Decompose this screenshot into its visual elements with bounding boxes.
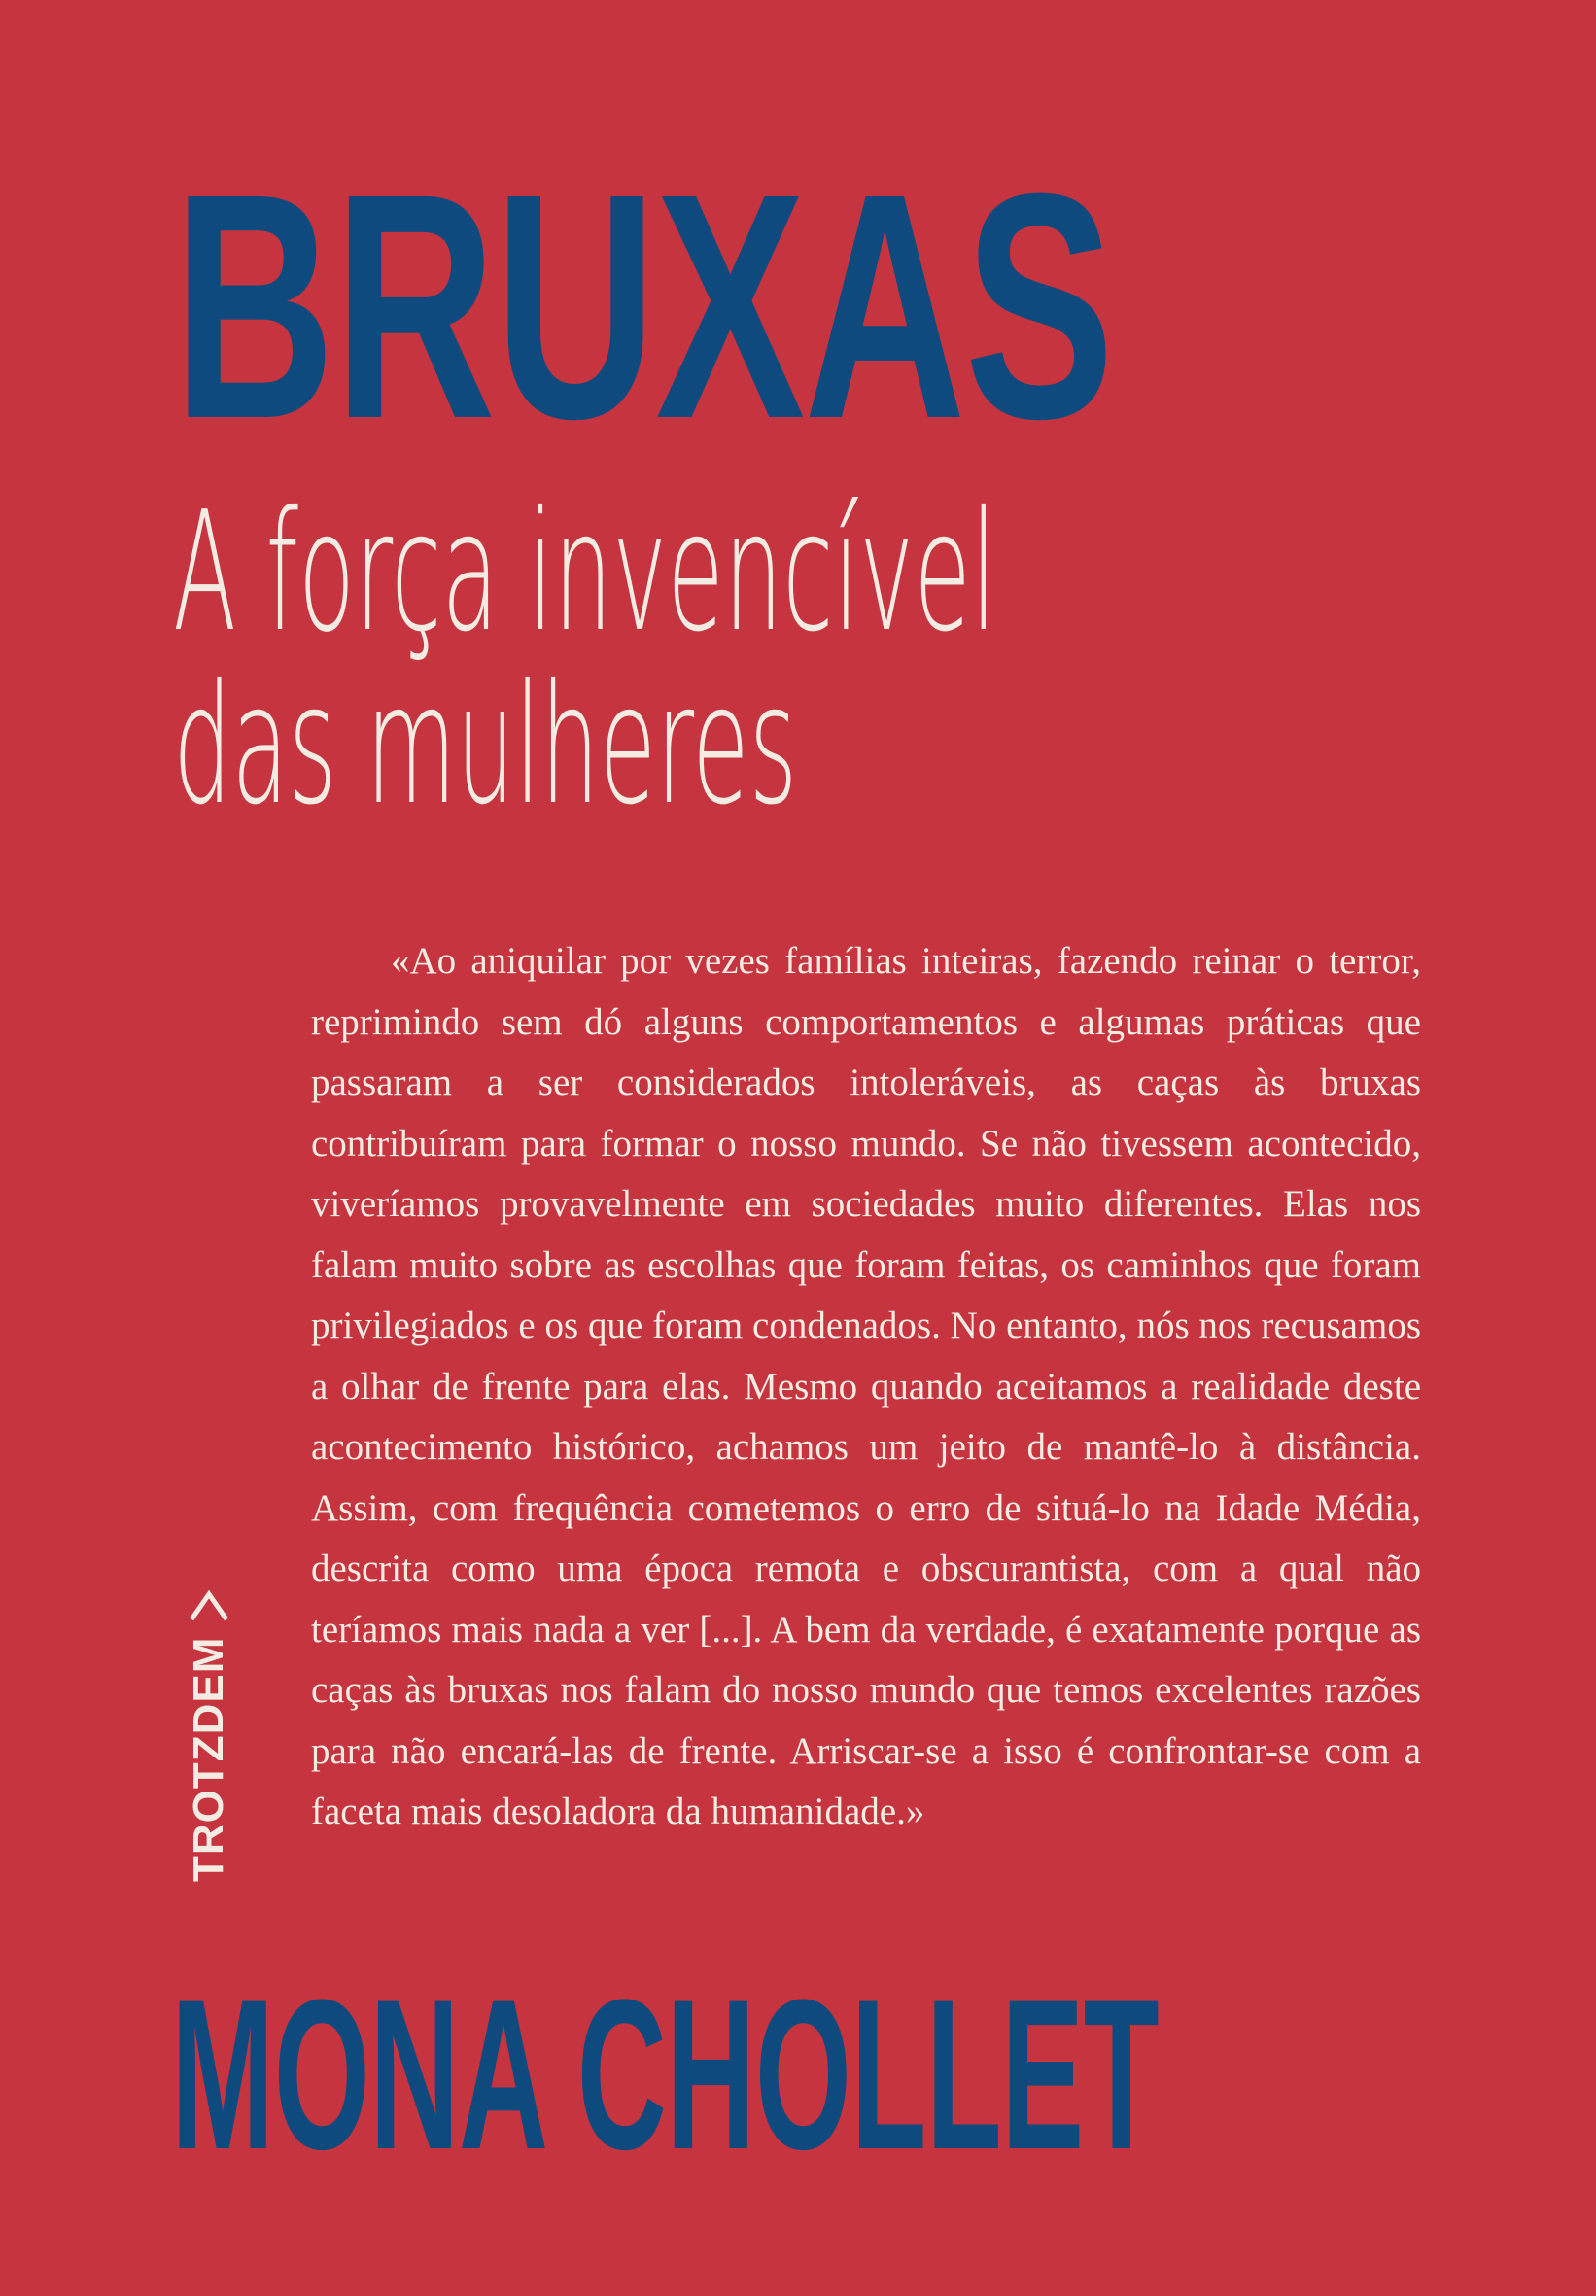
back-blurb-quote: «Ao aniquilar por vezes famílias inteiras, fazendo reinar o terror, reprimindo sem dó alguns comportamentos e algumas práticas que passaram a ser considerados intoleráveis, as caças às bruxas contribuíram para formar o nosso mundo. Se não tivessem acontecido, viveríamos provavelmente em sociedades muito diferentes. Elas nos falam muito sobre as escolhas que foram feitas, os caminhos que foram privilegiados e os que foram condenados. No entanto, nós nos recusamos a olhar de frente para elas. Mesmo quando aceitamos a realidade deste acontecimento histórico, achamos um jeito de mantê-lo à distância. Assim, com frequência cometemos o erro de situá-lo na Idade Média, descrita como uma época remota e obscurantista, com a qual não teríamos mais nada a ver [...]. A bem da verdade, é exatamente porque as caças às bruxas nos falam do nosso mundo que temos excelentes razões para não encará-las de frente. Arriscar-se a isso é confrontar-se com a faceta mais desoladora da humanidade.»	[311, 940, 1421, 1832]
author-name: MONA CHOLLET	[171, 1955, 1160, 2194]
subtitle-line-1: A força invencível	[173, 476, 997, 669]
book-title: BRUXAS	[173, 126, 1114, 485]
subtitle-line-2: das mulheres	[173, 649, 798, 842]
publisher-imprint	[183, 1610, 235, 1882]
publisher-logo-icon	[190, 1590, 228, 1623]
publisher-name: TROTZDEM	[185, 1636, 232, 1882]
book-subtitle	[173, 476, 997, 842]
